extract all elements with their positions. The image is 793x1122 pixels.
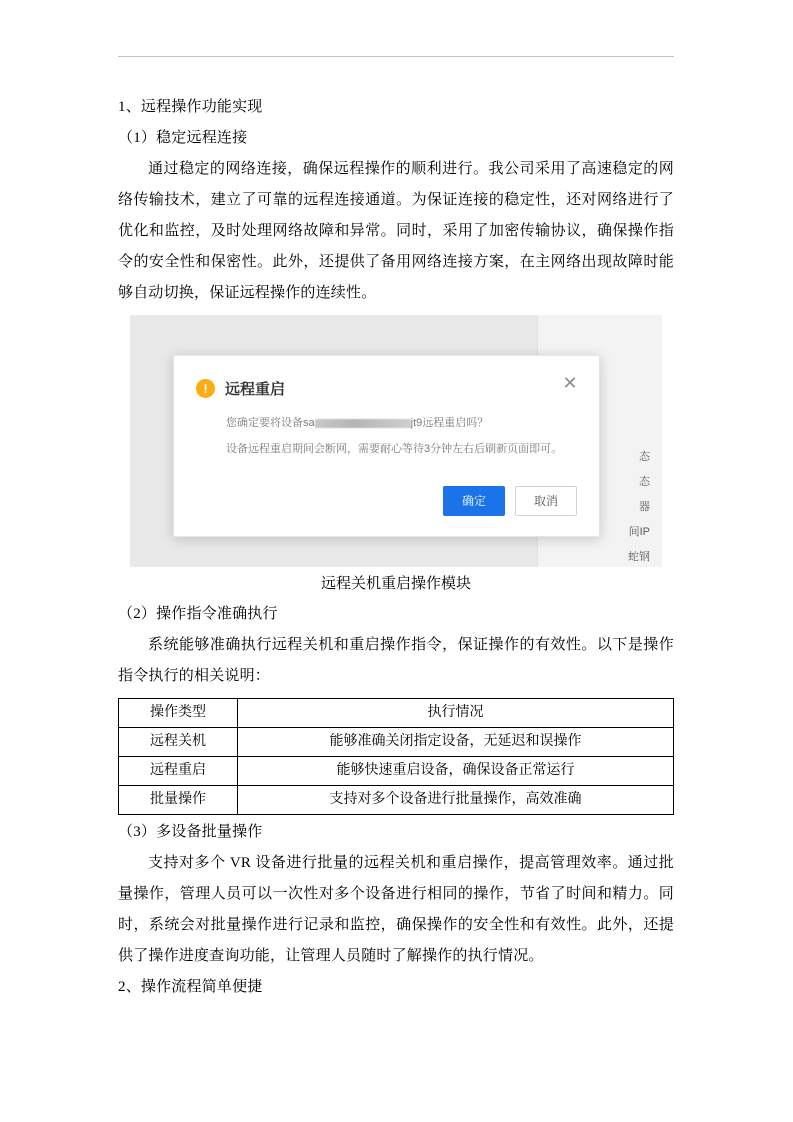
side-label-2: 态: [639, 476, 650, 488]
subsection-3: （3）多设备批量操作: [118, 824, 263, 840]
document-body: [118, 92, 674, 1003]
dialog-title: 远程重启: [225, 381, 286, 398]
table-cell-type: 远程重启: [119, 757, 238, 786]
table-cell-desc: 支持对多个设备进行批量操作，高效准确: [238, 786, 674, 815]
remote-restart-dialog: [173, 355, 600, 537]
close-icon[interactable]: ✕: [562, 373, 578, 393]
dialog-buttons: [443, 486, 577, 516]
cancel-button[interactable]: 取消: [515, 486, 577, 516]
dialog-message-suffix: jt9远程重启吗？: [410, 417, 489, 429]
execution-table: [118, 698, 674, 815]
table-cell-type: 远程关机: [119, 728, 238, 757]
figure-side-labels: [628, 445, 650, 567]
table-row: [119, 728, 674, 757]
confirm-button[interactable]: 确定: [443, 486, 505, 516]
table-row: [119, 786, 674, 815]
table-header-cell-1: 操作类型: [119, 699, 238, 728]
dialog-message-prefix: 您确定要将设备sa: [226, 417, 315, 429]
table-cell-desc: 能够准确关闭指定设备，无延迟和误操作: [238, 728, 674, 757]
table-row: [119, 757, 674, 786]
warning-icon: !: [196, 379, 215, 398]
table-cell-type: 批量操作: [119, 786, 238, 815]
figure-screenshot: [130, 315, 662, 567]
side-label-1: 态: [639, 451, 650, 463]
subsection-2: （2）操作指令准确执行: [118, 606, 278, 622]
figure-block: [130, 315, 662, 599]
dialog-message: [226, 410, 576, 462]
side-label-3: 器: [639, 501, 650, 513]
dialog-title-row: [196, 378, 285, 399]
table-header-row: [119, 699, 674, 728]
side-label-4: 间IP: [628, 526, 650, 538]
figure-caption: 远程关机重启操作模块: [320, 576, 471, 592]
subsection-1: （1）稳定远程连接: [118, 130, 248, 146]
paragraph-1: 通过稳定的网络连接，确保远程操作的顺利进行。我公司采用了高速稳定的网络传输技术，建立了可靠的远程连接通道。为保证连接的稳定性，还对网络进行了优化和监控，及时处理网络故障和异常。同时，采用了加密传输协议，确保操作指令的安全性和保密性。此外，还提供了备用网络连接方案，在主网络出现故障时能够自动切换，保证远程操作的连续性。: [118, 161, 674, 301]
section-heading-2: 2、操作流程简单便捷: [118, 979, 263, 995]
header-rule: [118, 56, 674, 57]
redacted-device-id: [315, 419, 411, 428]
paragraph-2: 系统能够准确执行远程关机和重启操作指令，保证操作的有效性。以下是操作指令执行的相关说明：: [118, 637, 674, 684]
section-heading-1: 1、远程操作功能实现: [118, 99, 263, 115]
dialog-message-line-2: 设备远程重启期间会断网，需要耐心等待3分钟左右后刷新页面即可。: [226, 443, 563, 455]
side-label-5: 蛇钢: [628, 551, 650, 563]
paragraph-3: 支持对多个 VR 设备进行批量的远程关机和重启操作，提高管理效率。通过批量操作，管理人员可以一次性对多个设备进行相同的操作，节省了时间和精力。同时，系统会对批量操作进行记录和监控，确保操作的安全性和有效性。此外，还提供了操作进度查询功能，让管理人员随时了解操作的执行情况。: [118, 855, 674, 964]
table-cell-desc: 能够快速重启设备，确保设备正常运行: [238, 757, 674, 786]
dialog-message-line-1: [226, 410, 576, 436]
table-header-cell-2: 执行情况: [238, 699, 674, 728]
